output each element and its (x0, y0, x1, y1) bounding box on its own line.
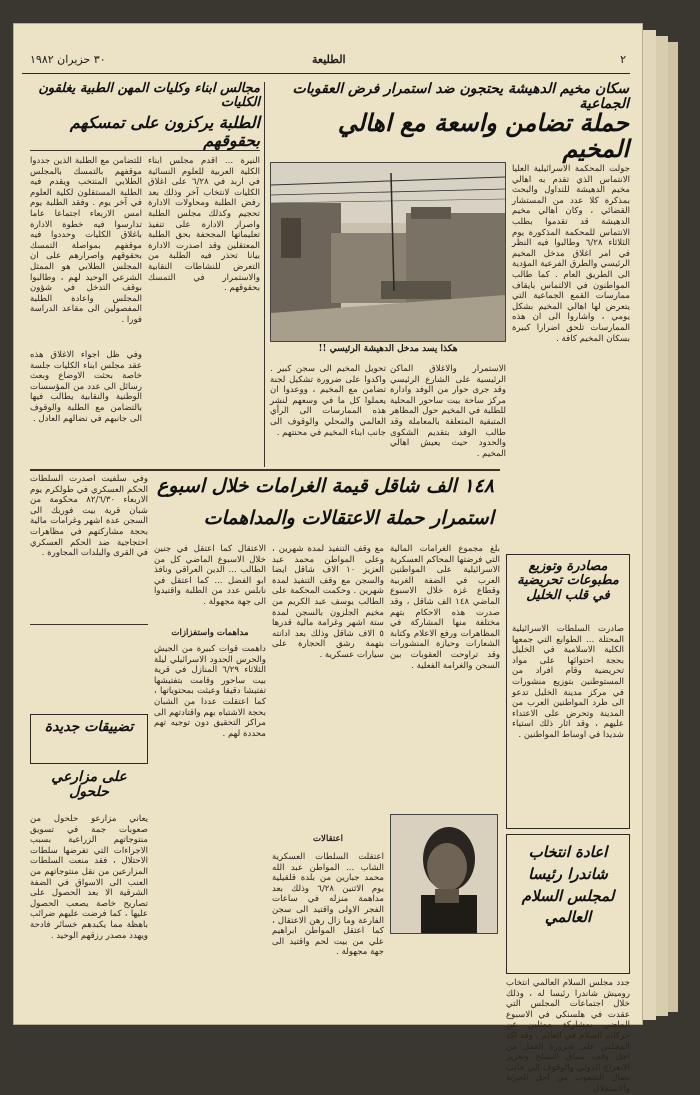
fines-subhead-detention: اعتقالات (312, 834, 344, 844)
confiscation-headline: مصادرة وتوزيع مطبوعات تحريضية في قلب الخليل (517, 559, 619, 603)
dheisheh-column-2: الاستمرار والاغلاق الماكن الرئيسية على الشارع الرئيسي وقد جرى حوار من الوفد وادارة مركز ساحة بيت ساحور المحلية للطلبة في المخيم حول المظاهر المتبقية المتعلقة بالمعاملة وقد طالب الوفد بتقديم الشكوى والحدود حيث يعيش اهالي المخيم . (390, 364, 506, 459)
masthead-name: الطليعة (312, 53, 346, 66)
peace-council-headline: اعادة انتخاب شاندرا رئيسا لمجلس السلام العالمي (521, 843, 615, 927)
page-stack-edge (668, 42, 678, 1012)
newspaper-page (14, 24, 642, 1094)
fines-headline-1: ١٤٨ الف شاقل قيمة الغرامات خلال اسبوع (156, 475, 494, 497)
dheisheh-column-1: جولت المحكمة الاسرائيلية العليا الانتماس الذي تقدم به اهالي مخيم الدهيشة للتداول والبحث بمذكرة كلا عدد من المستشار القضائي ، وكان اهالي مخيم الدهيشة قد تقدموا بطلب الانتماس للمحكمة المذكورة يوم الثلاثاء ٦/٢٨ وطالبوا فيه النظر في امر اغلاق مدخل المخيم الرئيسي والطرق الفرعية المؤدية الى الطريق العام . كما طالب المواطنون في الالتماس بايقاف ممارسات القمع الجماعية التي يتعرض لها اهالي المخيم بشكل يومي ، واشاروا الى ان هذه الممارسات تلحق اضرارا كبيرة بسكان المخيم كافة . (512, 164, 630, 344)
confiscation-body: صادرت السلطات الاسرائيلية المحتلة ... الطوابع التي جمعها الكلية الاسلامية في الخليل بحجة احتوائها على مواد تحريضية وقام افراد من المستوطنين بتوزيع منشورات في مركز مدينة الخليل تدعو الى طرد المواطنين العرب من المدينة وتحرض على الاعتداء عليهم ، وقد اثار ذلك استياء شديدا في اوساط المواطنين . (512, 624, 624, 740)
harassment-headline-1: تضييقات جديدة (44, 719, 134, 735)
colleges-headline: الطلبة يركزون على تمسكهم بحقوقهم (69, 113, 260, 150)
portrait-image (391, 815, 497, 933)
issue-date: ٣٠ حزيران ١٩٨٢ (30, 53, 106, 66)
street-barricade-image (271, 163, 505, 341)
colleges-continued: وفي سلفيت اصدرت السلطات الحكم العسكري في طولكرم يوم الاربعاء ٨٢/٦/٣٠ محكومة من شبان قرية بيت فوريك الى السجن عدة اشهر وغرامات مالية بحجة مشاركتهم في مظاهرات احتجاجية ضد الحكم العسكري في القرى والبلدات المجاورة . (30, 474, 148, 559)
colleges-column-3: وفي ظل اجواء الاغلاق هذه عقد مجلس ابناء الكليات جلسة خاصة بحثت الاوضاع وبعث رسائل الى عدد من المؤسسات الوطنية والنقابية يطالب فيها بالتضامن مع الطلبة والوقوف الى جانبهم في نضالهم العادل . (30, 350, 142, 424)
page-stack-edge (642, 30, 656, 1020)
dheisheh-headline: حملة تضامن واسعة مع اهالي المخيم (337, 109, 629, 164)
section-rule (30, 469, 500, 471)
dheisheh-photo-caption: هكذا يسد مدخل الدهيشة الرئيسي !! (318, 344, 458, 354)
peace-council-body: جدد مجلس السلام العالمي انتخاب روميش شاندرا رئيسا له ، وذلك خلال اجتماعات المجلس التي عقدت في هلسنكي في الاسبوع الماضي بمشاركة ممثلين عن حركات السلام في العالم ، وقد اكد المجلس على ضرورة العمل من اجل وقف سباق التسلح وتعزيز الانفراج الدولي والوقوف الى جانب نضال الشعوب من اجل الحرية والاستقلال . (506, 978, 630, 1094)
colleges-column-2: للتضامن مع الطلبة الذين جددوا موقفهم بالتمسك بالمجلس الطلابي المنتخب ويقدم فيه الطلبة المستقلون لكلية العلوم في آخر يوم . وفقد الطلبة يوم امس الاربعاء اجتماعا عاما تدارسوا فيه خطوة الادارة باغلاق الكليات وحددوا فيه موقفهم بمواصلة التمسك بحقوقهم واصرارهم على ان المجلس الطلابي هو الممثل الشرعي الوحيد لهم ، وطالبوا بوقف التدخل في شؤون المجلس واعادة الطلبة المفصولين الى مقاعد الدراسة فورا . (30, 156, 142, 325)
chandra-portrait (390, 814, 498, 934)
harassment-headline-2: على مزارعي حلحول (51, 769, 127, 801)
fines-column-4: داهمت قوات كبيرة من الجيش والحرس الحدود الاسرائيلي ليلة الثلاثاء ٦/٢٩ المنازل في قرية بيت ساحور وقامت بتفتيشها تفتيشا دقيقا وعبثت بمحتوياتها ، كما اعتقلت عددا من الشبان بحجة الاشتباه بهم واقتادتهم الى مراكز التحقيق دون توجيه تهم محددة لهم . (154, 644, 266, 739)
page-stack-edge (656, 36, 668, 1016)
page-header (22, 50, 630, 74)
dheisheh-column-3: تحويل المخيم الى سجن كبير . واكدوا على ضرورة تشكيل لجنة تضامن مع المخيم ، ووعدوا ان يعملوا كل ما في وسعهم لنشر هذه الممارسات الى الرأي العالمي والمحلي والوقوف الى جانب ابناء المخيم في محنتهم . (270, 364, 386, 438)
section-rule (30, 150, 260, 151)
column-divider (264, 82, 265, 467)
fines-headline-2: استمرار حملة الاعتقالات والمداهمات (203, 507, 494, 529)
peace-council-caption (390, 936, 498, 976)
dheisheh-kicker: سكان مخيم الدهيشة يحتجون ضد استمرار فرض العقوبات الجماعية (292, 81, 629, 113)
dheisheh-photo (270, 162, 506, 342)
colleges-kicker: مجالس ابناء وكليات المهن الطبية يغلقون الكليات (38, 81, 260, 111)
fines-column-5: اعتقلت السلطات العسكرية الشاب ... المواطن عبد الله محمد جبارين من بلدة قلقيلية يوم الاثنين ٦/٢٨ وذلك بعد مداهمة منزله في ساعات الفجر الاولى واقتيد الى سجن الفارعة وما زال رهن الاعتقال ، كما اعتقل المواطن ابراهيم علي من بيت لحم واقتيد الى جهة مجهولة . (272, 852, 384, 958)
colleges-column-1: النيرة ... اقدم مجلس ابناء الكلية العربية للعلوم النسائية في اربد في ٦/٢٨ على اغلاق الكليات لانتخاب آخر وذلك بعد رفض الطلبة ومحاولات الادارة تحجيم وكذلك مجلس الطلبة واصرار الادارة على تنفيذ تعليماتها المجحفة بحق الطلبة المعتقلين وقد اصدرت الادارة بيانا تحذر فيه الطلبة من التعرض للنشاطات النقابية والاستمرار في التمسك بحقوقهم . (148, 156, 260, 294)
fines-column-1: بلغ مجموع الغرامات المالية التي فرضتها المحاكم العسكرية الاسرائيلية على المواطنين العرب في الضفة الغربية وقطاع غزة خلال الاسبوع الماضي ١٤٨ الف شاقل ، وقد صدرت هذه الاحكام بتهم مختلفة منها المشاركة في المظاهرات ورفع الاعلام وكتابة الشعارات وحيازة المنشورات وقد تراوحت العقوبات بين السجن والغرامة الفعلية . (390, 544, 500, 671)
page-number: ٢ (620, 53, 626, 66)
fines-column-2: مع وقف التنفيذ لمدة شهرين ، وعلى المواطن محمد عبد العزيز ١٠ الاف شاقل ايضا والسجن مع وقف التنفيذ لمدة شهرين . وحكمت المحكمة على الطالب يوسف عبد الكريم من مخيم الجلزون بالسجن لمدة ستة اشهر وغرامة مالية قدرها ٥ الاف شاقل وذلك بعد ادانته بتهمة رشق الحجارة على سيارات عسكرية . (272, 544, 384, 660)
harassment-body: يعاني مزارعو حلحول من صعوبات جمة في تسويق منتوجاتهم الزراعية بسبب الاجراءات التي تفرضها سلطات الاحتلال ، فقد منعت السلطات المزارعين من نقل منتوجاتهم من العنب الى الاسواق في الضفة الشرقية الا بعد الحصول على تصاريح خاصة يصعب الحصول عليها ، كما فرضت عليهم ضرائب باهظة مما يكبدهم خسائر فادحة ويهدد مصدر رزقهم الوحيد . (30, 814, 148, 941)
fines-column-3: الاعتقال كما اعتقل في جنين خلال الاسبوع الماضي كل من الطالب ... الدين العراقي ونافذ ابو الفضل ... كما اعتقل في نابلس عدد من الطلبة واقتيدوا الى جهة مجهولة . (154, 544, 266, 607)
fines-subhead-court: مداهمات واستفزازات (171, 628, 249, 638)
section-rule (30, 624, 148, 625)
